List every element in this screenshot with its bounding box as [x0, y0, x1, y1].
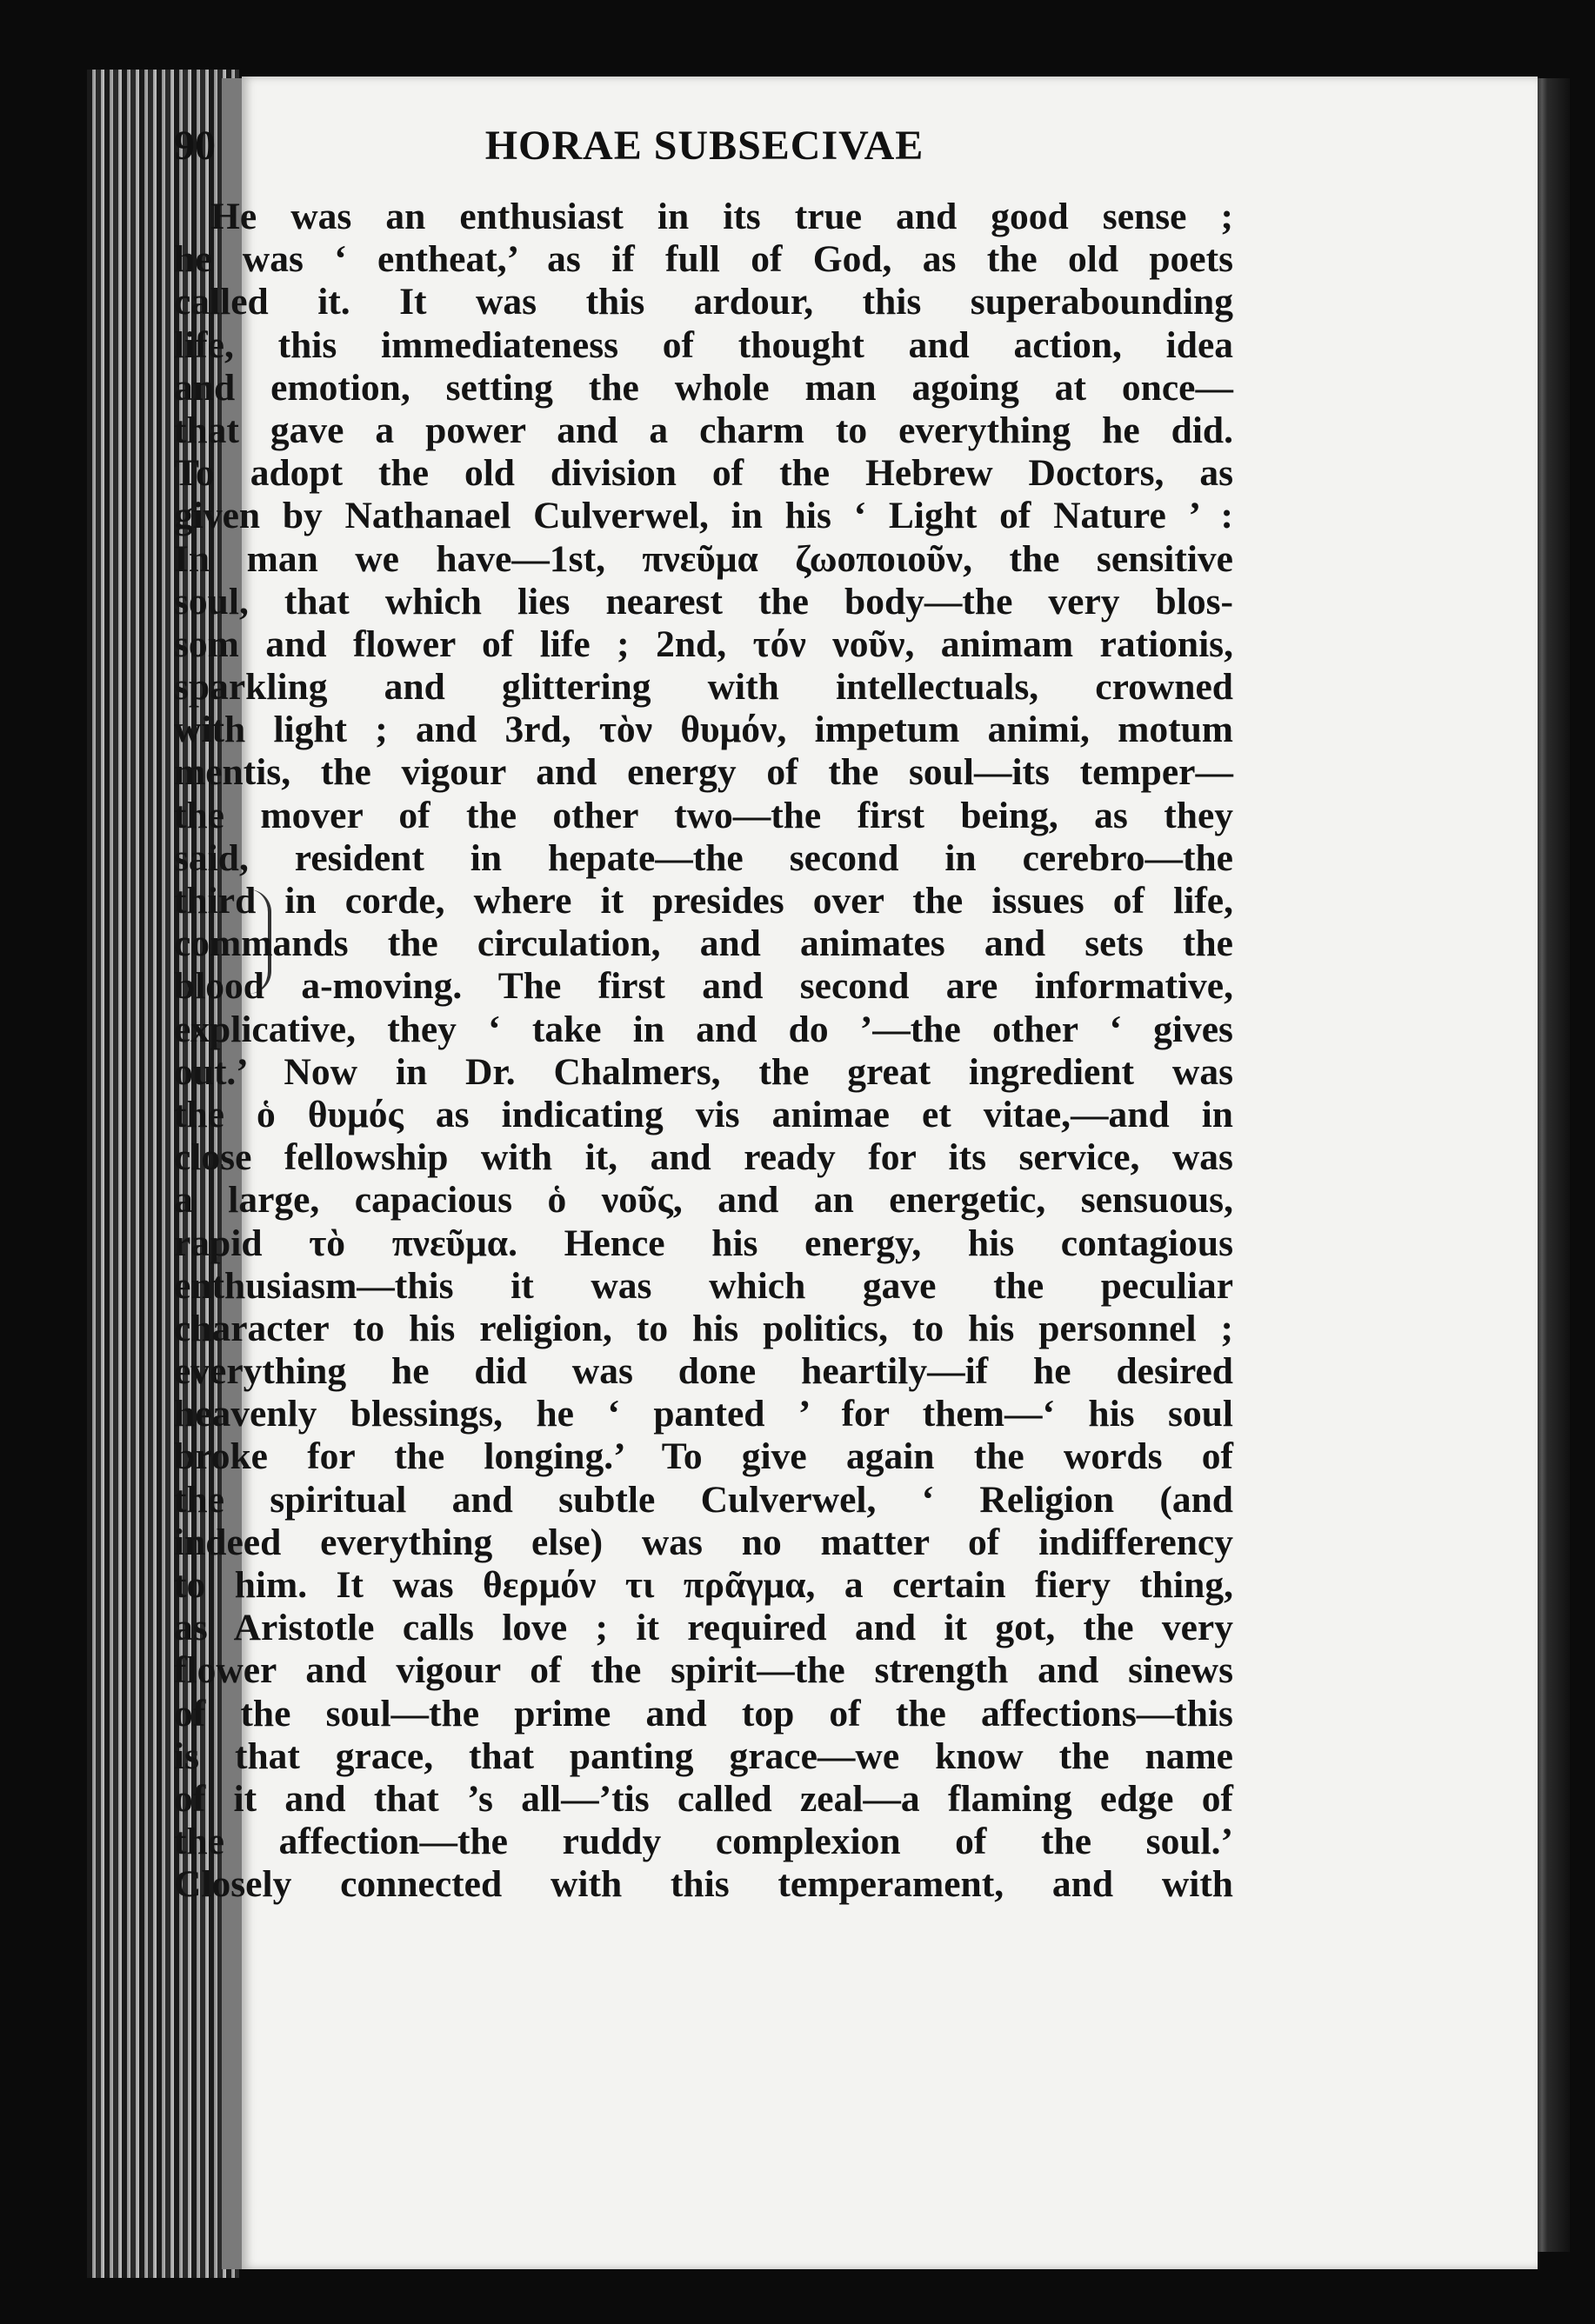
- body-text: [174, 196, 1233, 1907]
- text-line: commands the circulation, and animates and sets the: [174, 922, 1233, 965]
- page-number: 90: [174, 123, 216, 169]
- text-line: In man we have—1st, πνεῦμα ζωοποιοῦν, the sensitive: [174, 537, 1233, 580]
- text-line: close fellowship with it, and ready for its service, was: [174, 1136, 1233, 1179]
- text-line: the spiritual and subtle Culverwel, ‘ Religion (and: [174, 1478, 1233, 1521]
- text-line: of the soul—the prime and top of the affections—this: [174, 1692, 1233, 1735]
- right-page-edge: [1535, 78, 1570, 2252]
- text-line: a large, capacious ὁ νοῦς, and an energetic, sensuous,: [174, 1179, 1233, 1222]
- text-line: blood a-moving. The first and second are informative,: [174, 965, 1233, 1008]
- text-line: explicative, they ‘ take in and do ’—the other ‘ gives: [174, 1008, 1233, 1050]
- text-line: the mover of the other two—the first being, as they: [174, 794, 1233, 836]
- text-line: that gave a power and a charm to everything he did.: [174, 409, 1233, 451]
- text-line: of it and that ’s all—’tis called zeal—a flaming edge of: [174, 1777, 1233, 1820]
- text-line: to him. It was θερμόν τι πρᾶγμα, a certain fiery thing,: [174, 1564, 1233, 1606]
- text-line: He was an enthusiast in its true and good sense ;: [210, 196, 1233, 237]
- text-line: rapid τὸ πνεῦμα. Hence his energy, his contagious: [174, 1222, 1233, 1264]
- text-line: soul, that which lies nearest the body—the very blos-: [174, 580, 1233, 623]
- text-line: sparkling and glittering with intellectuals, crowned: [174, 666, 1233, 709]
- text-line: as Aristotle calls love ; it required and it got, the very: [174, 1607, 1233, 1649]
- text-line: broke for the longing.’ To give again the words of: [174, 1435, 1233, 1478]
- text-line: mentis, the vigour and energy of the soul—its temper—: [174, 751, 1233, 794]
- text-line: Closely connected with this temperament, and with: [174, 1863, 1233, 1906]
- text-line: and emotion, setting the whole man agoing at once—: [174, 366, 1233, 409]
- text-line: said, resident in hepate—the second in cerebro—the: [174, 836, 1233, 879]
- text-line: flower and vigour of the spirit—the strength and sinews: [174, 1649, 1233, 1692]
- text-line: som and flower of life ; 2nd, τόν νοῦν, animam rationis,: [174, 623, 1233, 665]
- text-line: To adopt the old division of the Hebrew Doctors, as: [174, 452, 1233, 495]
- text-line: heavenly blessings, he ‘ panted ’ for them—‘ his soul: [174, 1393, 1233, 1435]
- text-line: indeed everything else) was no matter of indifferency: [174, 1521, 1233, 1563]
- text-line: character to his religion, to his politics, to his personnel ;: [174, 1307, 1233, 1349]
- text-line: third in corde, where it presides over the issues of life,: [174, 880, 1233, 922]
- text-line: he was ‘ entheat,’ as if full of God, as the old poets: [174, 238, 1233, 281]
- text-line: out.’ Now in Dr. Chalmers, the great ingredient was: [174, 1050, 1233, 1093]
- text-line: called it. It was this ardour, this superabounding: [174, 281, 1233, 323]
- text-line: is that grace, that panting grace—we know the name: [174, 1735, 1233, 1777]
- text-line: given by Nathanael Culverwel, in his ‘ Light of Nature ’ :: [174, 495, 1233, 537]
- text-line: everything he did was done heartily—if he desired: [174, 1350, 1233, 1393]
- running-title: HORAE SUBSECIVAE: [484, 123, 924, 169]
- text-line: life, this immediateness of thought and action, idea: [174, 323, 1233, 366]
- text-line: the ὁ θυμός as indicating vis animae et vitae,—and in: [174, 1093, 1233, 1135]
- text-line: enthusiasm—this it was which gave the peculiar: [174, 1264, 1233, 1307]
- text-line: with light ; and 3rd, τὸν θυμόν, impetum animi, motum: [174, 709, 1233, 751]
- text-line: the affection—the ruddy complexion of the soul.’: [174, 1821, 1233, 1863]
- page-header: [174, 122, 1235, 174]
